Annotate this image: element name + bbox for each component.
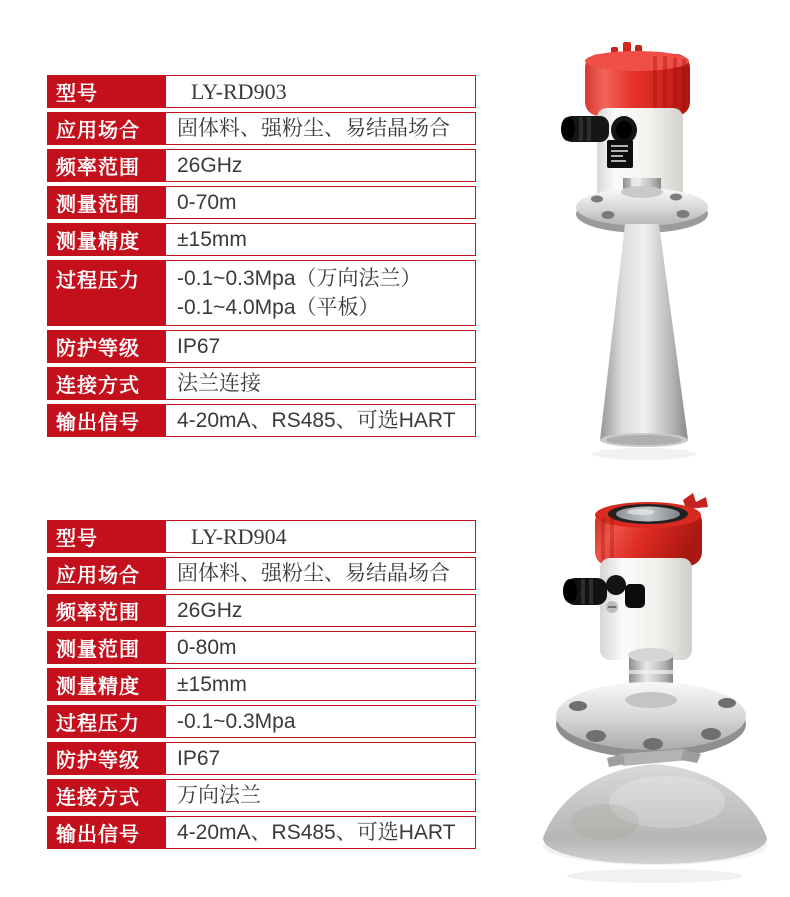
cable-gland-icon [561, 116, 637, 144]
spec-row [47, 705, 476, 738]
spec-row [47, 668, 476, 701]
spec-label: 防护等级 [47, 742, 165, 775]
spec-label: 连接方式 [47, 779, 165, 812]
product-image-horn-antenna-sensor [525, 38, 765, 468]
spec-label: 测量范围 [47, 631, 165, 664]
spec-value: 法兰连接 [165, 367, 476, 400]
spec-label: 过程压力 [47, 705, 165, 738]
spec-row [47, 149, 476, 182]
spec-row [47, 330, 476, 363]
spec-value: 26GHz [165, 149, 476, 182]
spec-row [47, 520, 476, 553]
spec-value: -0.1~0.3Mpa [165, 705, 476, 738]
spec-label: 型号 [47, 520, 165, 553]
spec-value: 万向法兰 [165, 779, 476, 812]
spec-row [47, 816, 476, 849]
spec-value: 0-70m [165, 186, 476, 219]
spec-row [47, 223, 476, 256]
horn-antenna-cone [592, 224, 696, 460]
spec-row [47, 112, 476, 145]
red-cap [585, 51, 690, 116]
spec-label: 频率范围 [47, 594, 165, 627]
spec-value-line: -0.1~4.0Mpa（平板） [177, 296, 380, 319]
spec-value [165, 260, 476, 326]
spec-value: 26GHz [165, 594, 476, 627]
spec-value: IP67 [165, 742, 476, 775]
spec-row [47, 779, 476, 812]
name-plate [607, 140, 633, 168]
spec-row [47, 594, 476, 627]
red-cap-with-display [595, 502, 702, 566]
product-image-parabolic-antenna-sensor [515, 492, 785, 892]
spec-row [47, 186, 476, 219]
parabolic-antenna-sensor-illustration [515, 492, 785, 892]
spec-row [47, 557, 476, 590]
spec-label: 测量范围 [47, 186, 165, 219]
spec-label: 频率范围 [47, 149, 165, 182]
spec-value: LY-RD903 [165, 75, 476, 108]
spec-label: 防护等级 [47, 330, 165, 363]
spec-label: 测量精度 [47, 668, 165, 701]
spec-value: 固体料、强粉尘、易结晶场合 [165, 557, 476, 590]
spec-value: IP67 [165, 330, 476, 363]
spec-value: ±15mm [165, 223, 476, 256]
spec-table-ly-rd904 [47, 520, 476, 853]
spec-label: 过程压力 [47, 260, 165, 326]
spec-row [47, 404, 476, 437]
spec-value: LY-RD904 [165, 520, 476, 553]
spec-value: 0-80m [165, 631, 476, 664]
spec-value: 固体料、强粉尘、易结晶场合 [165, 112, 476, 145]
spec-value-line: -0.1~0.3Mpa（万向法兰） [177, 267, 422, 290]
spec-label: 应用场合 [47, 557, 165, 590]
spec-value: ±15mm [165, 668, 476, 701]
spec-table-ly-rd903 [47, 75, 476, 441]
spec-value: 4-20mA、RS485、可选HART [165, 816, 476, 849]
spec-row [47, 367, 476, 400]
spec-row [47, 260, 476, 326]
flange-disc [556, 682, 746, 758]
horn-antenna-sensor-illustration [525, 38, 765, 468]
spec-label: 输出信号 [47, 404, 165, 437]
parabolic-dish-antenna [543, 764, 767, 883]
spec-label: 输出信号 [47, 816, 165, 849]
spec-row [47, 742, 476, 775]
spec-label: 型号 [47, 75, 165, 108]
spec-label: 应用场合 [47, 112, 165, 145]
spec-label: 测量精度 [47, 223, 165, 256]
spec-value: 4-20mA、RS485、可选HART [165, 404, 476, 437]
spec-label: 连接方式 [47, 367, 165, 400]
spec-row [47, 75, 476, 108]
spec-row [47, 631, 476, 664]
